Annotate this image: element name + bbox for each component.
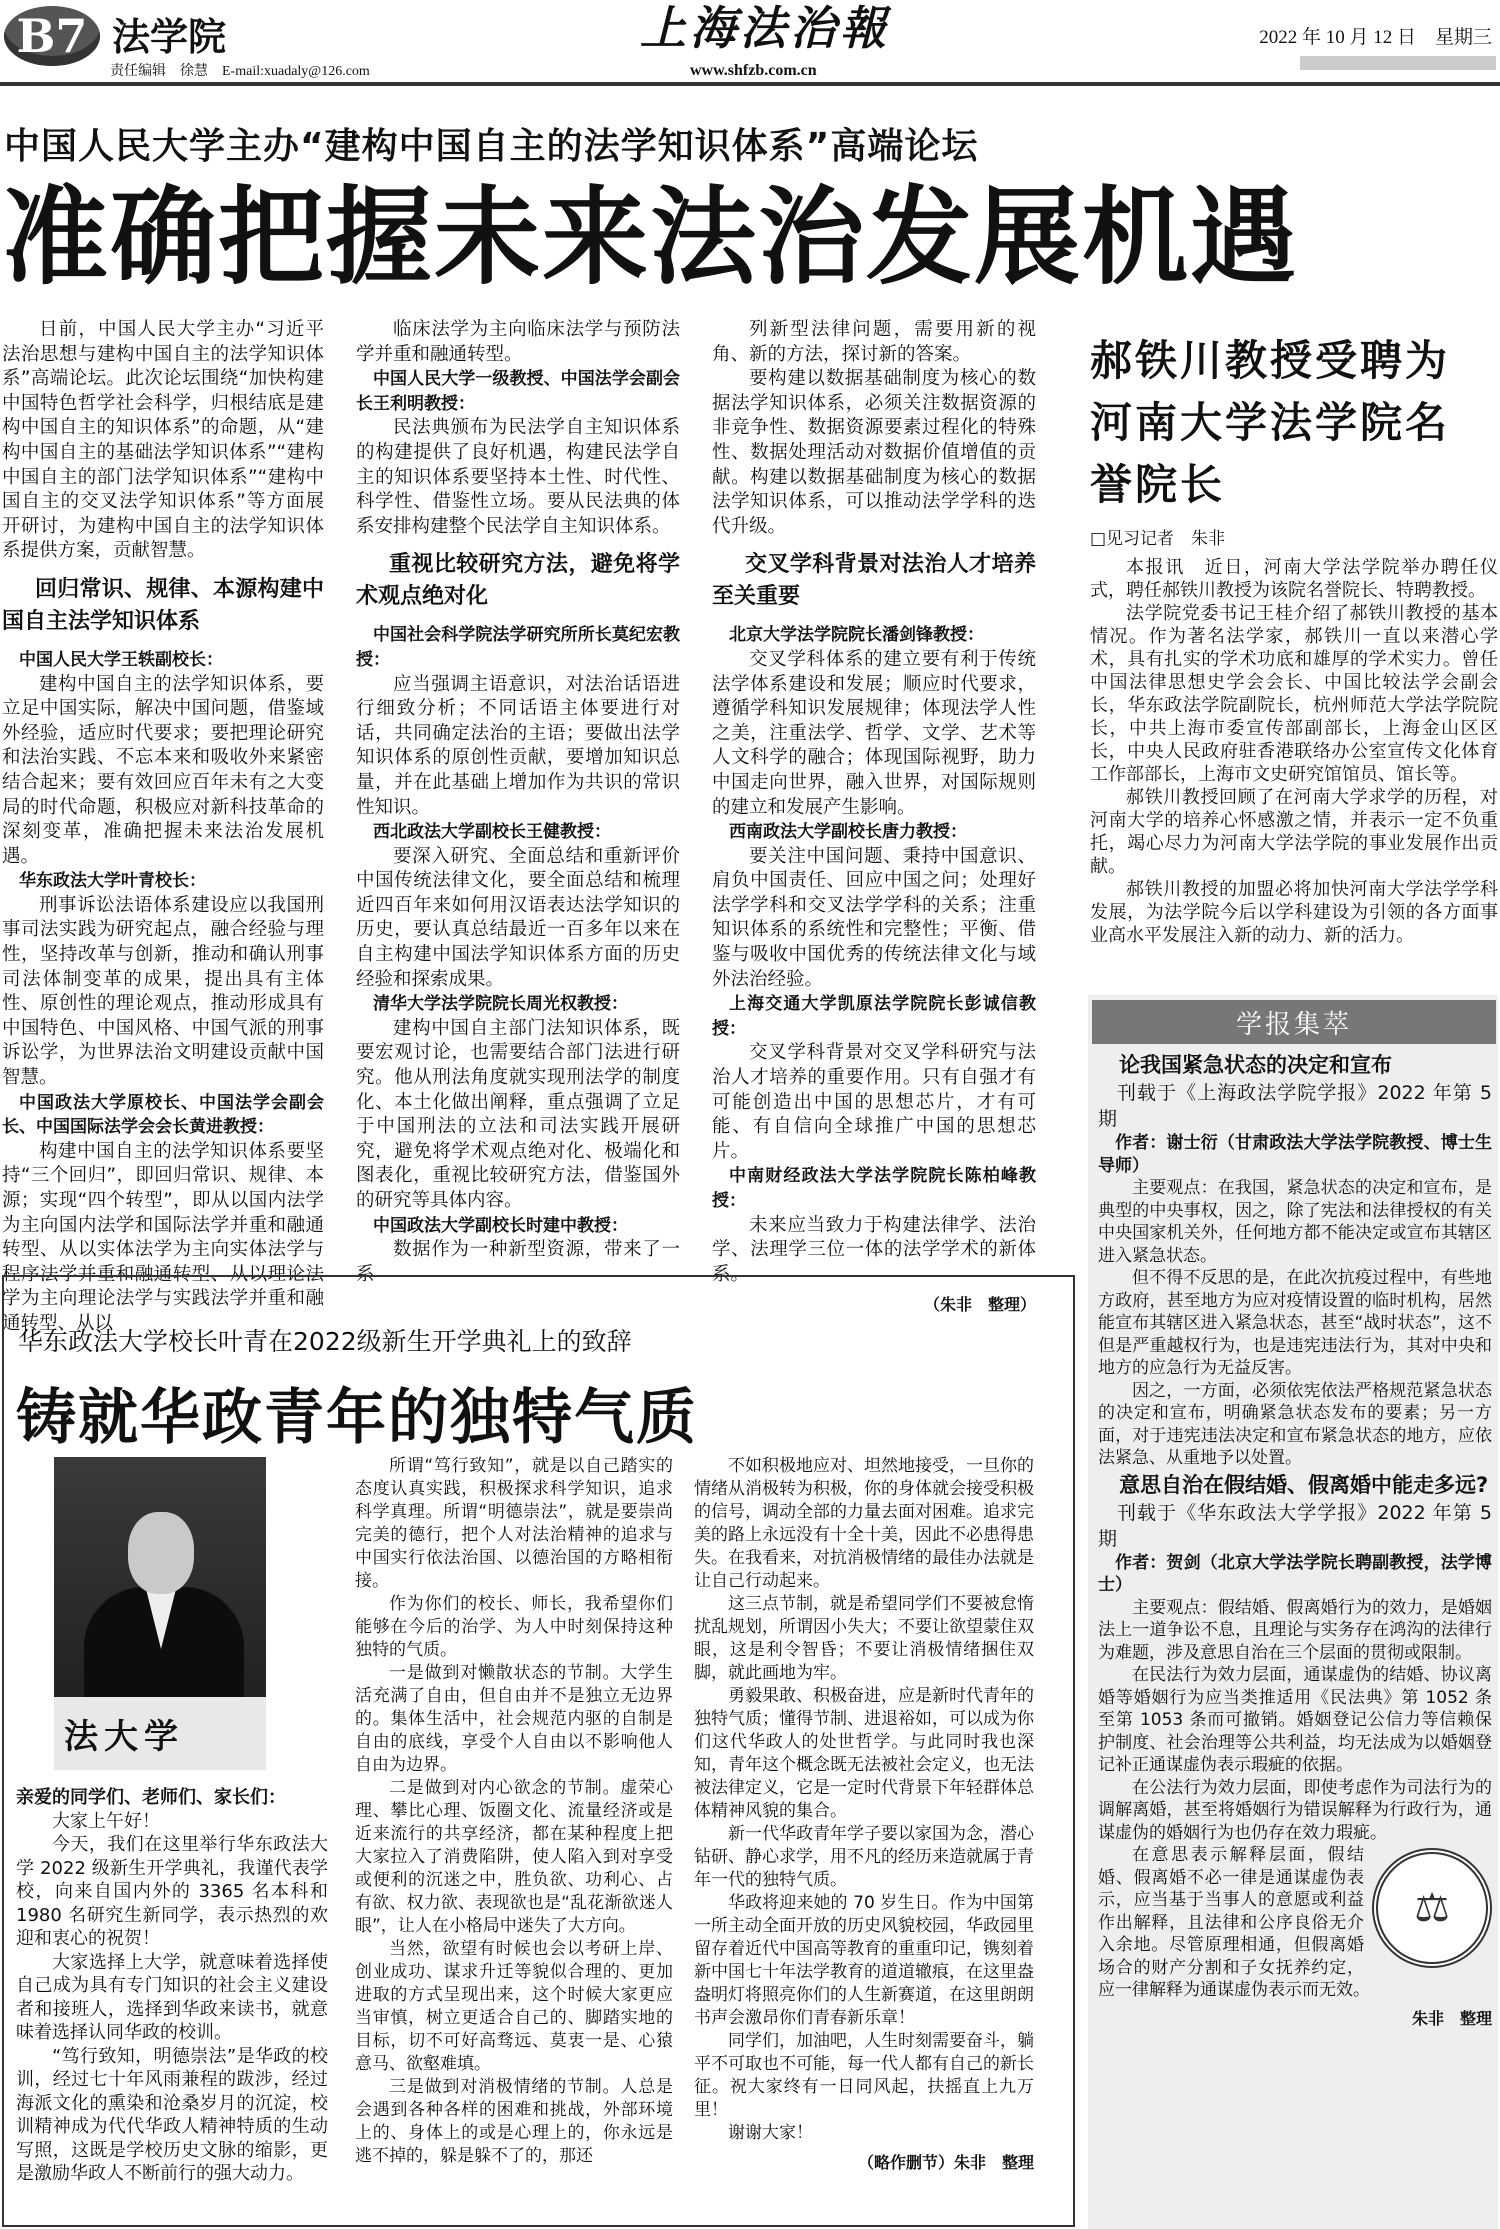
- paragraph: 法学院党委书记王桂介绍了郝铁川教授的基本情况。作为著名法学家，郝铁川一直以来潜心学术，具有扎实的学术功底和雄厚的学术实力。曾任中国法律思想史学会会长、中国比较法学会副会长，华东政法学院副院长，杭州师范大学法学院院长，中共上海市委宣传部副部长，上海金山区区长，中央人民政府驻香港联络办公室宣传文化体育工作部部长，上海市文史研究馆馆员、馆长等。: [1090, 603, 1498, 785]
- paragraph: 列新型法律问题，需要用新的视角、新的方法，探讨新的答案。: [712, 319, 1036, 365]
- paragraph: 未来应当致力于构建法律学、法治学、法理学三位一体的法学学术的新体系。: [712, 1214, 1036, 1285]
- article-column: [356, 318, 680, 1287]
- speaker-name: 中国社会科学院法学研究所所长莫纪宏教授：: [356, 625, 680, 670]
- speaker-name: 上海交通大学凯原法学院院长彭诚信教授：: [712, 994, 1036, 1039]
- credit-line: （朱非 整理）: [923, 1295, 1036, 1315]
- speaker-name: 中南财经政法大学法学院院长陈柏峰教授：: [712, 1166, 1036, 1211]
- page-number-badge: B7: [4, 6, 100, 66]
- paragraph: 大家上午好！: [52, 1810, 160, 1832]
- website-link[interactable]: www.shfzb.com.cn: [690, 62, 817, 79]
- credit-line: （略作删节）朱非 整理: [857, 2153, 1034, 2172]
- article-column: [712, 318, 1036, 1318]
- paragraph: 作为你们的校长、师长，我希望你们能够在今后的治学、为人中时刻保持这种独特的气质。: [355, 1594, 673, 1660]
- subheading: 回归常识、规律、本源构建中国自主法学知识体系: [2, 576, 324, 634]
- paragraph: “笃行致知，明德崇法”是华政的校训，经过七十年风雨兼程的跋涉，经过海派文化的熏染和沧桑岁月的沉淀，校训精神成为代代华政人精神特质的生动写照，这既是学校历史文脉的缩影，更是激励华政人不断前行的强大动力。: [16, 2045, 328, 2184]
- paragraph: 因之，一方面，必须依宪依法严格规范紧急状态的决定和宣布，明确紧急状态发布的要素；另一方面，对于违宪违法决定和宣布紧急状态的地方，应依法紧急、从重地予以处置。: [1098, 1380, 1492, 1468]
- paragraph: 所谓“笃行致知”，就是以自己踏实的态度认真实践，积极探求科学知识，追求科学真理。所谓“明德崇法”，就是要崇尚完美的德行，把个人对法治精神的追求与中国实行依法治国、以德治国的方略相衔接。: [355, 1456, 673, 1591]
- paragraph: 刊载于《上海政法学院学报》2022 年第 5 期: [1098, 1082, 1492, 1130]
- paragraph: 日前，中国人民大学主办“习近平法治思想与建构中国自主的法学知识体系”高端论坛。此次论坛围绕“加快构建中国特色哲学社会科学，归根结底是建构中国自主的知识体系”的命题，从“建构中国自主的基础法学知识体系”“建构中国自主的部门法学知识体系”“建构中国自主的交叉法学知识体系”等方面展开研讨，为建构中国自主的法学知识体系提供方案，贡献智慧。: [2, 319, 324, 562]
- speaker-name: 西南政法大学副校长唐力教授：: [729, 822, 967, 843]
- issue-date: 2022 年 10 月 12 日 星期三: [1259, 27, 1492, 48]
- subheading: 交叉学科背景对法治人才培养至关重要: [712, 552, 1036, 610]
- paragraph: 要构建以数据基础制度为核心的数据法学知识体系，必须关注数据资源的非竞争性、数据资源要素过程化的特殊性、数据处理活动对数据价值增值的贡献。构建以数据基础制度为核心的数据法学知识体系，可以推动法学学科的迭代升级。: [712, 368, 1036, 537]
- speech-column: [355, 1455, 673, 2168]
- paragraph: 一是做到对懒散状态的节制。大学生活充满了自由，但自由并不是独立无边界的。集体生活中，社会规范内驱的自制是自由的底线，享受个人自由以不影响他人自由为边界。: [355, 1663, 673, 1775]
- speaker-head: [128, 1512, 194, 1594]
- paragraph: 建构中国自主部门法知识体系，既要宏观讨论，也需要结合部门法进行研究。他从刑法角度就实现刑法学的制度化、本土化做出阐释，重点强调了立足于中国刑法的立法和司法实践开展研究，避免将学术观点绝对化、极端化和图表化，重视比较研究方法，借鉴国外的研究等具体内容。: [356, 1017, 680, 1211]
- speaker-name: 西北政法大学副校长王健教授：: [373, 822, 611, 843]
- side-article-body: [1090, 556, 1498, 947]
- article-kicker: 中国人民大学主办“建构中国自主的法学知识体系”高端论坛: [4, 126, 979, 167]
- paragraph: 刑事诉讼法语体系建设应以我国刑事司法实践为研究起点，融合经验与理性，坚持改革与创新，推动和确认刑事司法体制变革的成果，提出具有主体性、原创性的理论观点，推动形成具有中国特色、中国风格、中国气派的刑事诉讼学，为世界法治文明建设贡献中国智慧。: [2, 894, 324, 1089]
- paragraph: 今天，我们在这里举行华东政法大学 2022 级新生开学典礼，我谨代表学校，向来自国内外的 3365 名本科和 1980 名研究生新同学，表示热烈的欢迎和衷心的祝贺！: [16, 1834, 328, 1949]
- paragraph: 二是做到对内心欲念的节制。虚荣心理、攀比心理、饭圈文化、流量经济或是近来流行的共享经济，都在某种程度上把大家拉入了消费陷阱，使人陷入到对享受或便利的沉迷之中，胜负欲、功利心、占有欲、权力欲、表现欲也是“乱花渐欲迷人眼”，让人在小格局中迷失了大方向。: [355, 1778, 673, 1936]
- paragraph: 在公法行为效力层面，即使考虑作为司法行为的调解离婚，甚至将婚姻行为错误解释为行政行为，通谋虚伪的婚姻行为也仍存在效力瑕疵。: [1098, 1777, 1492, 1843]
- paragraph: 数据作为一种新型资源，带来了一系: [356, 1239, 680, 1285]
- paragraph: 谢谢大家！: [728, 2123, 813, 2143]
- speaker-photo: [54, 1457, 266, 1770]
- newspaper-masthead: 上海法治報: [640, 1, 890, 55]
- subheading: 重视比较研究方法，避免将学术观点绝对化: [356, 552, 680, 610]
- paragraph: 不如积极地应对、坦然地接受，一旦你的情绪从消极转为积极，你的身体就会接受积极的信号，调动全部的力量去面对困难。追求完美的路上永远没有十全十美，因此不必患得患失。在我看来，对抗消极情绪的最佳办法就是让自己行动起来。: [694, 1456, 1034, 1591]
- header-divider: [0, 82, 1500, 86]
- speaker-name: 清华大学法学院院长周光权教授：: [373, 994, 628, 1015]
- digest-title: 论我国紧急状态的决定和宣布: [1119, 1053, 1392, 1077]
- side-article-title: 郝铁川教授受聘为河南大学法学院名誉院长: [1090, 336, 1451, 509]
- paragraph: 本报讯 近日，河南大学法学院举办聘任仪式，聘任郝铁川教授为该院名誉院长、特聘教授。: [1090, 557, 1498, 601]
- paragraph: 临床法学为主向临床法学与预防法学并重和融通转型。: [356, 319, 680, 365]
- speech-column: [694, 1455, 1034, 2174]
- paragraph: 要深入研究、全面总结和重新评价中国传统法律文化，要全面总结和梳理近四百年来如何用汉语表达法学知识的历史，要认真总结最近一百多年以来在自主构建中国法学知识体系方面的历史经验和探索成果。: [356, 845, 680, 990]
- paragraph: 交叉学科体系的建立要有利于传统法学体系建设和发展；顺应时代要求，遵循学科知识发展规律；体现法学人性之美，注重法学、哲学、文学、艺术等人文科学的融合；体现国际视野，助力中国走向世界，融入世界，对国际规则的建立和发展产生影响。: [712, 648, 1036, 818]
- paragraph: 同学们，加油吧，人生时刻需要奋斗，躺平不可取也不可能，每一代人都有自己的新长征。祝大家终有一日同风起，扶摇直上九万里！: [694, 2031, 1034, 2120]
- paragraph: 郝铁川教授的加盟必将加快河南大学法学学科发展，为法学院今后以学科建设为引领的各方面事业高水平发展注入新的动力、新的活力。: [1090, 879, 1498, 946]
- side-article-byline: □见习记者 朱非: [1090, 529, 1226, 549]
- paragraph: 亲爱的同学们、老师们、家长们：: [16, 1787, 286, 1808]
- journal-digest-body: [1098, 1050, 1492, 2030]
- paragraph: 建构中国自主的法学知识体系，要立足中国实际，解决中国问题，借鉴域外经验，适应时代要求；要把理论研究和法治实践、不忘本来和吸收外来紧密结合起来；要有效回应百年未有之大变局的时代命题，积极应对新科技革命的深刻变革，准确把握未来法治发展机遇。: [2, 673, 324, 867]
- paragraph: 大家选择上大学，就意味着选择使自己成为具有专门知识的社会主义建设者和接班人，选择到华政来读书，就意味着选择认同华政的校训。: [16, 1951, 328, 2043]
- paragraph: 华政将迎来她的 70 岁生日。作为中国第一所主动全面开放的历史风貌校园，华政园里留存着近代中国高等教育的重重印记，镌刻着新中国七十年法学教育的道道辙痕，在这里盎盎明灯将照亮你们的人生新赛道，在这里朗朗书声会激昂你们青春新乐章！: [694, 1893, 1034, 2028]
- speaker-name: 中国人民大学王轶副校长：: [19, 649, 223, 670]
- law-school-seal-logo: ⚖: [1372, 1848, 1492, 1968]
- speaker-name: 中国政法大学原校长、中国法学会副会长、中国国际法学会会长黄进教授：: [2, 1092, 324, 1138]
- paragraph: 三是做到对消极情绪的节制。人总是会遇到各种各样的困难和挑战，外部环境上的、身体上的或是心理上的，你永远是逃不掉的，躲是躲不了的，那还: [355, 2077, 673, 2166]
- paragraph: 但不得不反思的是，在此次抗疫过程中，有些地方政府，甚至地方为应对疫情设置的临时机构，居然能宣布其辖区进入紧急状态，甚至“战时状态”，这不但是严重越权行为，也是违宪违法行为，其对中央和地方的应急行为无益反害。: [1098, 1268, 1492, 1378]
- speech-column: [16, 1780, 328, 2186]
- paragraph: 民法典颁布为民法学自主知识体系的构建提供了良好机遇，构建民法学自主的知识体系要坚持本土性、时代性、科学性、借鉴性立场。要从民法典的体系安排构建整个民法学自主知识体系。: [356, 417, 680, 537]
- paragraph: 郝铁川教授回顾了在河南大学求学的历程，对河南大学的培养心怀感激之情，并表示一定不负重托，竭心尽力为河南大学法学院的事业发展作出贡献。: [1090, 787, 1498, 877]
- speech-headline: 铸就华政青年的独特气质: [16, 1383, 698, 1453]
- paragraph: 在民法行为效力层面，通谋虚伪的结婚、协议离婚等婚姻行为应当类推适用《民法典》第 1052 条至第 1053 条而可撤销。婚姻登记公信力等信赖保护制度、社会治理等公共利益，均无法成为以婚姻登记补正通谋虚伪表示瑕疵的依据。: [1098, 1665, 1492, 1775]
- paragraph: 勇毅果敢、积极奋进，应是新时代青年的独特气质；懂得节制、进退裕如，可以成为你们这代华政人的处世哲学。与此同时我也深知，青年这个概念既无法被社会定义，也无法被法律定义，它是一定时代背景下年轻群体总体精神风貌的集合。: [694, 1686, 1034, 1821]
- credit-line: 朱非 整理: [1411, 2008, 1492, 2028]
- speaker-name: 中国政法大学副校长时建中教授：: [373, 1215, 628, 1236]
- article-column: [2, 318, 324, 1337]
- paragraph: 这三点节制，就是希望同学们不要被怠惰扰乱规划，所谓因小失大；不要让欲望蒙住双眼，这是利令智昏；不要让消极情绪捆住双脚，就此画地为牢。: [694, 1594, 1034, 1683]
- paragraph: 交叉学科背景对交叉学科研究与法治人才培养的重要作用。只有自强才有可能创造出中国的思想芯片，才有可能、有自信向全球推广中国的思想芯片。: [712, 1042, 1036, 1162]
- article-headline: 准确把握未来法治发展机遇: [2, 176, 1298, 299]
- paragraph: 构建中国自主的法学知识体系要坚持“三个回归”，即回归常识、规律、本源；实现“四个转型”，即从以国内法学为主向国内法学和国际法学并重和融通转型、从以实体法学为主向实体法学与程序法学并重和融通转型、从以理论法学为主向理论法学与实践法学并重和融通转型、从以: [2, 1140, 324, 1334]
- paragraph: 主要观点：在我国，紧急状态的决定和宣布，是典型的中央事权，因之，除了宪法和法律授权的有关中央国家机关外，任何地方都不能决定或宣布其辖区进入紧急状态。: [1098, 1178, 1492, 1266]
- paragraph: 刊载于《华东政法大学学报》2022 年第 5 期: [1098, 1501, 1492, 1550]
- paragraph: 作者：谢士衍（甘肃政法大学法学院教授、博士生导师）: [1098, 1133, 1492, 1176]
- digest-title: 意思自治在假结婚、假离婚中能走多远?: [1119, 1472, 1489, 1497]
- podium: 法大学: [54, 1697, 266, 1770]
- paragraph: 要关注中国问题、秉持中国意识、肩负中国责任、回应中国之问；处理好法学学科和交叉法学学科的关系；注重知识体系的系统性和完整性；平衡、借鉴与吸收中国优秀的传统法律文化与域外法治经验。: [712, 845, 1036, 990]
- paragraph: 新一代华政青年学子要以家国为念，潜心钻研、静心求学，用不凡的经历来造就属于青年一代的独特气质。: [694, 1824, 1034, 1890]
- paragraph: 作者：贺剑（北京大学法学院长聘副教授，法学博士）: [1098, 1552, 1492, 1595]
- journal-digest-header: 学报集萃: [1092, 1000, 1496, 1044]
- header-decoration: [1300, 56, 1496, 70]
- speaker-name: 北京大学法学院院长潘剑锋教授：: [729, 625, 984, 646]
- paragraph: 在意思表示解释层面，假结婚、假离婚不必一律是通谋虚伪表示，应当基于当事人的意愿或利益作出解释，且法律和公序良俗无介入余地。尽管原理相通，但假离婚场合的财产分割和子女抚养约定，应一律解释为通谋虚伪表示而无效。: [1098, 1845, 1370, 2000]
- section-title: 法学院: [112, 15, 227, 59]
- editor-info: 责任编辑 徐慧 E-mail:xuadaly@126.com: [110, 64, 370, 79]
- paragraph: 主要观点：假结婚、假离婚行为的效力，是婚姻法上一道争讼不息，且理论与实务存在鸿沟的法律行为难题，涉及意思自治在三个层面的贯彻或限制。: [1098, 1597, 1492, 1663]
- paragraph: 应当强调主语意识，对法治话语进行细致分析；不同话语主体要进行对话，共同确定法治的主语；要做出法学知识体系的原创性贡献，要增加知识总量，并在此基础上增加作为共识的常识性知识。: [356, 673, 680, 818]
- paragraph: 当然，欲望有时候也会以考研上岸、创业成功、谋求升迁等貌似合理的、更加进取的方式呈现出来，这个时候大家更应当审慎，树立更适合自己的、脚踏实地的目标，切不可好高骛远、莫衷一是、心猿意马、欲壑难填。: [355, 1939, 673, 2074]
- speaker-name: 华东政法大学叶青校长：: [19, 871, 206, 892]
- speech-kicker: 华东政法大学校长叶青在2022级新生开学典礼上的致辞: [18, 1327, 632, 1356]
- speaker-name: 中国人民大学一级教授、中国法学会副会长王利明教授：: [356, 369, 680, 414]
